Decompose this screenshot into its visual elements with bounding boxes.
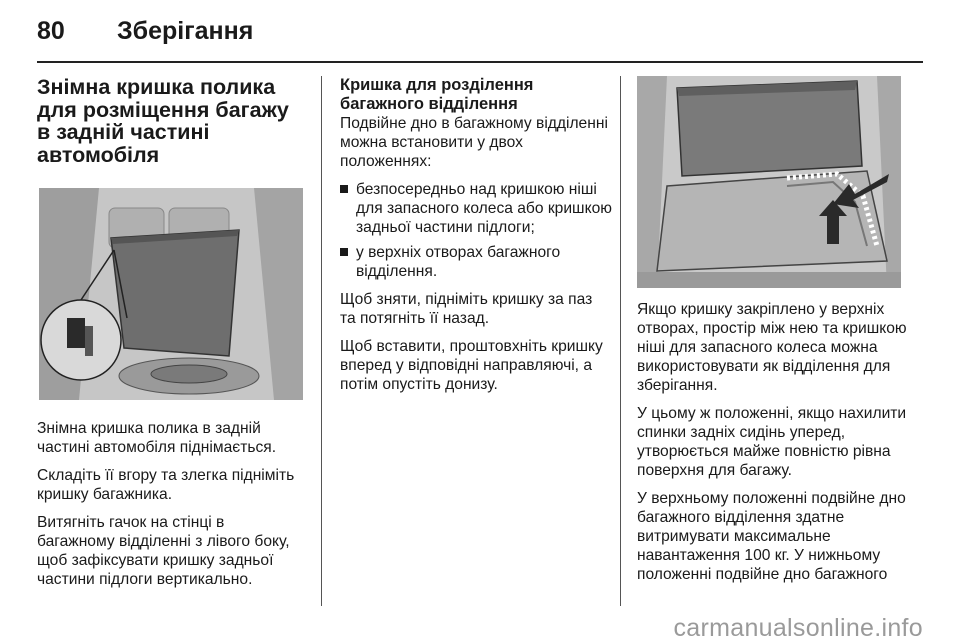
trunk-floor-cover-illustration bbox=[39, 188, 303, 400]
right-paragraph: Якщо кришку закріплено у верхніх отворах, простір між нею та кришкою ніші для запасного колеса можна використовувати як відділення для зберігання. bbox=[637, 301, 907, 394]
right-column bbox=[637, 300, 909, 593]
middle-paragraph: Щоб вставити, проштовхніть кришку вперед у відповідні направляючі, а потім опустіть донизу. bbox=[340, 338, 603, 393]
left-paragraph: Складіть її вгору та злегка підніміть кришку багажника. bbox=[37, 467, 295, 503]
middle-heading: Кришка для розділення багажного відділення bbox=[340, 76, 534, 113]
header-divider bbox=[37, 61, 923, 63]
section-title: Зберігання bbox=[117, 17, 254, 45]
watermark: carmanualsonline.info bbox=[673, 614, 923, 642]
left-paragraph: Знімна кришка полика в задній частині автомобіля піднімається. bbox=[37, 420, 277, 456]
position-list bbox=[340, 180, 612, 281]
right-paragraph: У цьому ж положенні, якщо нахилити спинки задніх сидінь уперед, утворюється майже повністю рівна поверхня для багажу. bbox=[637, 405, 907, 479]
left-paragraph: Витягніть гачок на стінці в багажному відділенні з лівого боку, щоб зафіксувати кришку задньої частини підлоги вертикально. bbox=[37, 514, 290, 588]
luggage-compartment-illustration bbox=[637, 76, 901, 288]
middle-column bbox=[340, 76, 612, 403]
page-number: 80 bbox=[37, 17, 65, 45]
right-paragraph: У верхньому положенні подвійне дно багажного відділення здатне витримувати максимальне навантаження 100 кг. У нижньому положенні подвійне дно багажного bbox=[637, 490, 906, 583]
column-divider bbox=[620, 76, 621, 606]
middle-intro: Подвійне дно в багажному відділенні можна встановити у двох положеннях: bbox=[340, 115, 608, 170]
bullet-icon bbox=[340, 248, 348, 256]
list-item: безпосередньо над кришкою ніші для запасного колеса або кришкою задньої частини підлоги; bbox=[340, 180, 612, 237]
middle-paragraph: Щоб зняти, підніміть кришку за паз та потягніть її назад. bbox=[340, 291, 593, 327]
list-item: у верхніх отворах багажного відділення. bbox=[340, 243, 612, 281]
column-divider bbox=[321, 76, 322, 606]
bullet-icon bbox=[340, 185, 348, 193]
left-heading: Знімна кришка полика для розміщення багажу в задній частині автомобіля bbox=[37, 75, 289, 167]
left-column bbox=[37, 76, 305, 598]
